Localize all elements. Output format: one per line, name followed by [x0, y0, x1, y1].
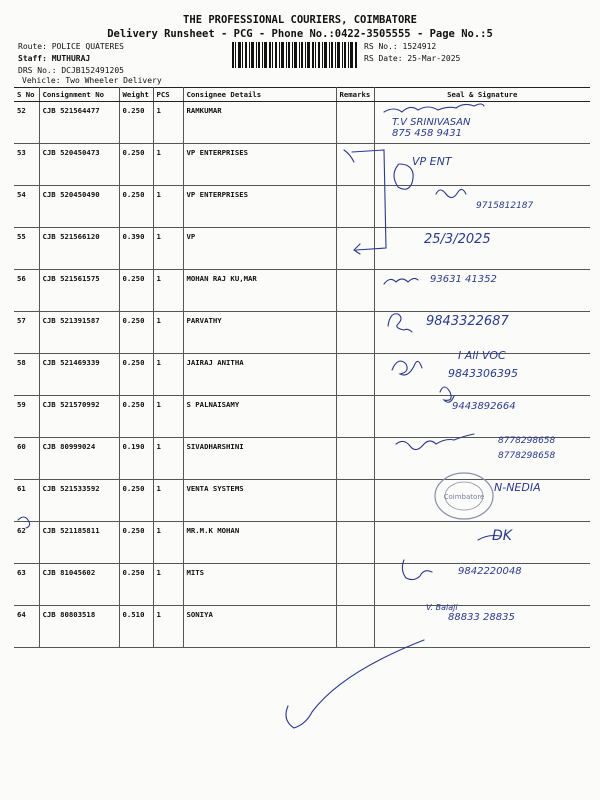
cell-weight: 0.250 — [119, 270, 153, 312]
cell-consignment: CJB 520450473 — [39, 144, 119, 186]
cell-pcs: 1 — [153, 522, 183, 564]
signature-59-phone: 9443892664 — [452, 401, 516, 412]
cell-weight: 0.390 — [119, 228, 153, 270]
cell-signature — [374, 438, 590, 480]
cell-weight: 0.190 — [119, 438, 153, 480]
table-row — [14, 144, 590, 186]
cell-consignment: CJB 521185811 — [39, 522, 119, 564]
col-remarks: Remarks — [336, 88, 374, 102]
cell-consignment: CJB 521564477 — [39, 102, 119, 144]
drs-label: DRS No.: DCJB152491205 — [18, 66, 124, 75]
signature-56-phone: 93631 41352 — [430, 274, 497, 285]
vehicle-label: Vehicle: Two Wheeler Delivery — [22, 76, 162, 85]
cell-weight: 0.250 — [119, 312, 153, 354]
cell-pcs: 1 — [153, 102, 183, 144]
rs-date: RS Date: 25-Mar-2025 — [364, 54, 461, 63]
col-signature: Seal & Signature — [374, 88, 590, 102]
cell-consignment: CJB 521469339 — [39, 354, 119, 396]
cell-consignee: S PALNAISAMY — [183, 396, 336, 438]
cell-consignee: SONIYA — [183, 606, 336, 648]
signature-57-phone: 9843322687 — [426, 314, 509, 329]
cell-remarks — [336, 606, 374, 648]
cell-sno: 60 — [14, 438, 39, 480]
table-row — [14, 102, 590, 144]
col-sno: S No — [14, 88, 39, 102]
signature-60-phone-b: 8778298658 — [498, 451, 556, 461]
cell-pcs: 1 — [153, 354, 183, 396]
cell-consignment: CJB 521570992 — [39, 396, 119, 438]
signature-52-name: T.V SRINIVASAN — [392, 117, 471, 128]
cell-consignee: VENTA SYSTEMS — [183, 480, 336, 522]
col-consignment: Consignment No — [39, 88, 119, 102]
signature-64-name: V. Balaji — [426, 603, 458, 612]
signature-64-phone: 88833 28835 — [448, 612, 515, 623]
table-row — [14, 228, 590, 270]
cell-remarks — [336, 480, 374, 522]
signature-52-phone: 875 458 9431 — [392, 128, 462, 139]
cell-pcs: 1 — [153, 438, 183, 480]
cell-sno: 59 — [14, 396, 39, 438]
document-title: THE PROFESSIONAL COURIERS, COIMBATORE — [183, 14, 417, 26]
cell-consignment: CJB 521566120 — [39, 228, 119, 270]
cell-sno: 53 — [14, 144, 39, 186]
cell-sno: 63 — [14, 564, 39, 606]
cell-sno: 52 — [14, 102, 39, 144]
cell-pcs: 1 — [153, 396, 183, 438]
cell-remarks — [336, 438, 374, 480]
signature-55-date: 25/3/2025 — [424, 232, 491, 247]
cell-weight: 0.250 — [119, 396, 153, 438]
cell-pcs: 1 — [153, 480, 183, 522]
signature-63-phone: 9842220048 — [458, 566, 522, 577]
cell-weight: 0.510 — [119, 606, 153, 648]
cell-consignee: MR.M.K MOHAN — [183, 522, 336, 564]
table-header-row — [14, 88, 590, 102]
document-subtitle: Delivery Runsheet - PCG - Phone No.:0422-3505555 - Page No.:5 — [107, 28, 493, 40]
cell-pcs: 1 — [153, 144, 183, 186]
signature-58-note: I All VOC — [458, 349, 506, 362]
cell-consignment: CJB 520450490 — [39, 186, 119, 228]
signature-61-note: N-NEDIA — [494, 481, 541, 494]
cell-pcs: 1 — [153, 606, 183, 648]
cell-sno: 58 — [14, 354, 39, 396]
cell-consignee: PARVATHY — [183, 312, 336, 354]
cell-remarks — [336, 186, 374, 228]
cell-remarks — [336, 270, 374, 312]
cell-consignee: MITS — [183, 564, 336, 606]
cell-consignee: VP ENTERPRISES — [183, 144, 336, 186]
cell-sno: 61 — [14, 480, 39, 522]
signature-58-phone: 9843306395 — [448, 367, 518, 380]
cell-sno: 56 — [14, 270, 39, 312]
cell-sno: 62 — [14, 522, 39, 564]
signature-53: VP ENT — [412, 155, 452, 168]
cell-consignee: JAIRAJ ANITHA — [183, 354, 336, 396]
cell-sno: 64 — [14, 606, 39, 648]
signature-60-phone-a: 8778298658 — [498, 436, 556, 446]
cell-remarks — [336, 102, 374, 144]
cell-consignee: SIVADHARSHINI — [183, 438, 336, 480]
cell-consignee: RAMKUMAR — [183, 102, 336, 144]
cell-remarks — [336, 144, 374, 186]
seal-text: Coimbatore — [443, 493, 485, 501]
cell-consignee: MOHAN RAJ KU,MAR — [183, 270, 336, 312]
cell-pcs: 1 — [153, 228, 183, 270]
cell-pcs: 1 — [153, 312, 183, 354]
cell-weight: 0.250 — [119, 480, 153, 522]
cell-remarks — [336, 522, 374, 564]
signature-54-phone: 9715812187 — [476, 201, 534, 211]
cell-sno: 57 — [14, 312, 39, 354]
col-weight: Weight — [119, 88, 153, 102]
route-label: Route: POLICE QUATERES — [18, 42, 124, 51]
cell-consignee: VP — [183, 228, 336, 270]
cell-consignment: CJB 80803518 — [39, 606, 119, 648]
cell-remarks — [336, 564, 374, 606]
cell-signature — [374, 144, 590, 186]
cell-weight: 0.250 — [119, 564, 153, 606]
cell-consignee: VP ENTERPRISES — [183, 186, 336, 228]
cell-sno: 55 — [14, 228, 39, 270]
cell-pcs: 1 — [153, 186, 183, 228]
cell-weight: 0.250 — [119, 144, 153, 186]
col-consignee: Consignee Details — [183, 88, 336, 102]
cell-remarks — [336, 312, 374, 354]
cell-consignment: CJB 80999024 — [39, 438, 119, 480]
cell-weight: 0.250 — [119, 186, 153, 228]
cell-pcs: 1 — [153, 564, 183, 606]
cell-sno: 54 — [14, 186, 39, 228]
cell-consignment: CJB 521533592 — [39, 480, 119, 522]
barcode — [232, 42, 358, 68]
cell-consignment: CJB 521391587 — [39, 312, 119, 354]
cell-weight: 0.250 — [119, 522, 153, 564]
cell-remarks — [336, 228, 374, 270]
cell-remarks — [336, 354, 374, 396]
cell-pcs: 1 — [153, 270, 183, 312]
cell-remarks — [336, 396, 374, 438]
cell-signature — [374, 522, 590, 564]
cell-consignment: CJB 521561575 — [39, 270, 119, 312]
cell-weight: 0.250 — [119, 102, 153, 144]
staff-label: Staff: MUTHURAJ — [18, 54, 91, 63]
col-pcs: PCS — [153, 88, 183, 102]
cell-signature — [374, 480, 590, 522]
cell-weight: 0.250 — [119, 354, 153, 396]
signature-62-note: DK — [492, 528, 512, 544]
table-row — [14, 270, 590, 312]
cell-consignment: CJB 81045602 — [39, 564, 119, 606]
rs-number: RS No.: 1524912 — [364, 42, 437, 51]
